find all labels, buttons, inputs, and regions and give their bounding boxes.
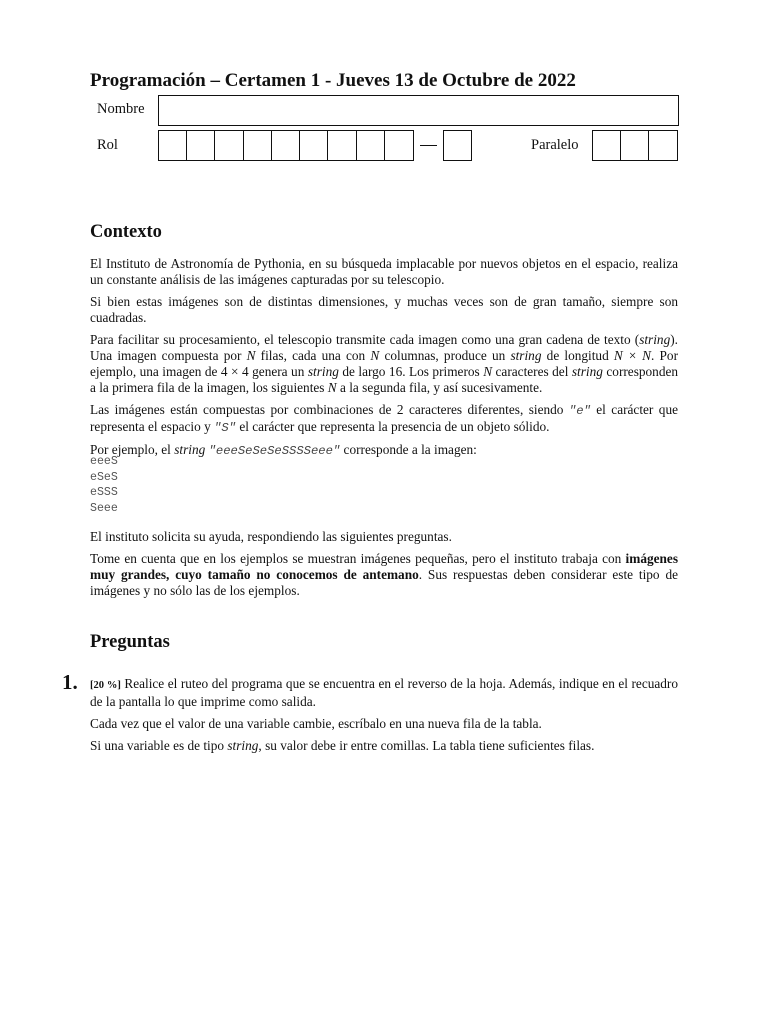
paralelo-digit-boxes[interactable] (592, 130, 678, 161)
paralelo-digit-box[interactable] (649, 131, 677, 160)
rol-digit-box[interactable] (159, 131, 187, 160)
question-paragraph: [20 %] Realice el ruteo del programa que se encuentra en el reverso de la hoja. Además, indique en el recuadro de la pantalla lo que imprime como salida. (90, 676, 678, 709)
contexto-paragraph: Por ejemplo, el string "eeeSeSeSeSSSSeee" corresponde a la imagen: (90, 442, 477, 458)
rol-digit-box[interactable] (328, 131, 356, 160)
rol-digit-box[interactable] (385, 131, 413, 160)
rol-digit-box[interactable] (187, 131, 215, 160)
contexto-paragraph: El instituto solicita su ayuda, respondiendo las siguientes preguntas. (90, 529, 452, 544)
contexto-body-2 (90, 529, 678, 605)
contexto-paragraph: Tome en cuenta que en los ejemplos se muestran imágenes pequeñas, pero el instituto trabaja con imágenes muy grandes, cuyo tamaño no conocemos de antemano. Sus respuestas deben considerar este tipo de imágenes y no sólo las de los ejemplos. (90, 551, 678, 598)
rol-digit-box[interactable] (300, 131, 328, 160)
contexto-paragraph: Las imágenes están compuestas por combinaciones de 2 caracteres diferentes, siendo "e" el carácter que representa el espacio y "S" el carácter que representa la presencia de un objeto sólido. (90, 402, 678, 435)
rol-digit-boxes[interactable] (158, 130, 414, 161)
exam-title: Programación – Certamen 1 - Jueves 13 de Octubre de 2022 (90, 70, 576, 91)
rol-check-digit-cell[interactable] (444, 131, 471, 160)
rol-dash (420, 145, 437, 146)
contexto-body (90, 256, 678, 465)
rol-digit-box[interactable] (272, 131, 300, 160)
contexto-heading: Contexto (90, 222, 162, 242)
nombre-label: Nombre (97, 101, 145, 117)
char-s-code: "S" (214, 421, 236, 435)
rol-check-digit-box[interactable] (443, 130, 472, 161)
rol-label: Rol (97, 137, 118, 153)
image-row: eSSS (90, 486, 118, 499)
example-image-code (90, 454, 118, 516)
char-e-code: "e" (568, 404, 591, 418)
question-number: 1. (62, 670, 78, 694)
contexto-paragraph: El Instituto de Astronomía de Pythonia, en su búsqueda implacable por nuevos objetos en el espacio, realiza un constante análisis de las imágenes capturadas por su telescopio. (90, 256, 678, 287)
question-paragraph: Si una variable es de tipo string, su valor debe ir entre comillas. La tabla tiene suficientes filas. (90, 738, 595, 753)
contexto-paragraph: Para facilitar su procesamiento, el telescopio transmite cada imagen como una gran cadena de texto (string). Una imagen compuesta por N filas, cada una con N columnas, produce un string de longitud N × N. Por ejemplo, una imagen de 4 × 4 genera un string de largo 16. Los primeros N caracteres del string corresponden a la primera fila de la imagen, los siguientes N a la segunda fila, y así sucesivamente. (90, 332, 679, 395)
question-percent: [20 %] (90, 680, 121, 691)
paralelo-digit-box[interactable] (621, 131, 649, 160)
paralelo-digit-box[interactable] (593, 131, 621, 160)
contexto-paragraph: Si bien estas imágenes son de distintas dimensiones, y muchas veces son de gran tamaño, siempre son cuadradas. (90, 294, 678, 325)
rol-digit-box[interactable] (244, 131, 272, 160)
image-row: Seee (90, 501, 118, 515)
question-1-body (90, 676, 678, 760)
paralelo-label: Paralelo (531, 137, 579, 153)
image-row: eeeS (90, 455, 118, 468)
nombre-field[interactable] (158, 95, 679, 126)
example-string-code: "eeeSeSeSeSSSSeee" (208, 444, 341, 458)
rol-digit-box[interactable] (215, 131, 243, 160)
image-row: eSeS (90, 470, 118, 484)
question-paragraph: Cada vez que el valor de una variable cambie, escríbalo en una nueva fila de la tabla. (90, 716, 542, 731)
preguntas-heading: Preguntas (90, 632, 170, 652)
rol-digit-box[interactable] (357, 131, 385, 160)
